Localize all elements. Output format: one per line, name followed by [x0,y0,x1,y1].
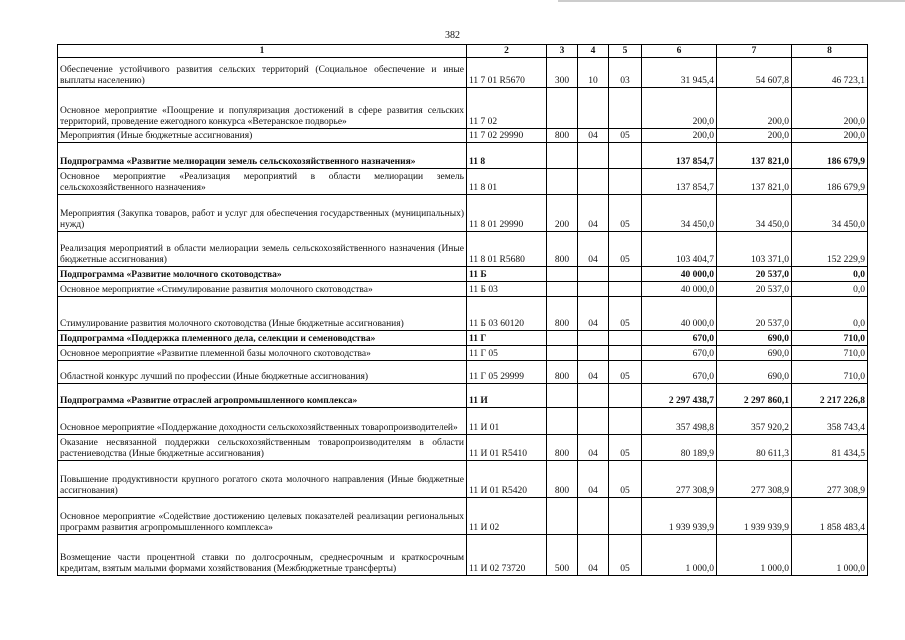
row-amount-col8: 1 000,0 [792,535,868,576]
row-amount-col7: 20 537,0 [717,297,792,331]
row-description: Основное мероприятие «Содействие достижению целевых показателей реализации региональных программ развития агропромышленного комплекса» [58,498,467,535]
row-amount-col6: 1 939 939,9 [642,498,717,535]
row-subsection [609,143,642,169]
row-code: 11 И 02 [467,498,547,535]
row-subsection [609,267,642,282]
row-code: 11 Б 03 60120 [467,297,547,331]
row-description: Подпрограмма «Развитие молочного скотоводства» [58,267,467,282]
row-subsection: 05 [609,195,642,232]
col-header: 1 [58,45,467,58]
row-amount-col7: 137 821,0 [717,169,792,195]
row-amount-col8: 277 308,9 [792,461,868,498]
row-expense-type [547,331,578,346]
row-amount-col8: 81 434,5 [792,435,868,461]
row-subsection: 05 [609,232,642,267]
table-row [58,498,868,535]
row-code: 11 И 01 R5420 [467,461,547,498]
row-section [578,143,609,169]
row-amount-col6: 40 000,0 [642,282,717,297]
page-number: 382 [445,30,460,41]
row-code: 11 7 02 [467,88,547,129]
table-row [58,361,868,384]
row-description: Оказание несвязанной поддержки сельскохозяйственным товаропроизводителям в области растениеводства (Иные бюджетные ассигнования) [58,435,467,461]
row-subsection: 05 [609,435,642,461]
row-amount-col8: 34 450,0 [792,195,868,232]
row-amount-col6: 670,0 [642,361,717,384]
row-amount-col6: 357 498,8 [642,408,717,435]
top-edge-line [558,0,905,2]
row-amount-col8: 186 679,9 [792,143,868,169]
row-expense-type: 800 [547,129,578,143]
row-amount-col6: 31 945,4 [642,58,717,88]
table-row [58,408,868,435]
row-section: 04 [578,297,609,331]
row-expense-type [547,169,578,195]
row-amount-col7: 690,0 [717,346,792,361]
row-description: Повышение продуктивности крупного рогатого скота молочного направления (Иные бюджетные ассигнования) [58,461,467,498]
row-expense-type [547,408,578,435]
row-expense-type [547,384,578,408]
row-subsection: 05 [609,461,642,498]
row-section [578,88,609,129]
row-description: Областной конкурс лучший по профессии (Иные бюджетные ассигнования) [58,361,467,384]
row-amount-col7: 1 000,0 [717,535,792,576]
row-section: 04 [578,129,609,143]
row-code: 11 7 02 29990 [467,129,547,143]
row-subsection: 05 [609,129,642,143]
row-amount-col8: 358 743,4 [792,408,868,435]
row-code: 11 И [467,384,547,408]
row-code: 11 Г 05 [467,346,547,361]
row-subsection: 05 [609,361,642,384]
row-description: Мероприятия (Иные бюджетные ассигнования) [58,129,467,143]
row-amount-col7: 690,0 [717,361,792,384]
row-expense-type [547,143,578,169]
row-subsection [609,169,642,195]
row-amount-col8: 200,0 [792,129,868,143]
row-section: 04 [578,232,609,267]
row-amount-col6: 34 450,0 [642,195,717,232]
header-row [58,45,868,58]
row-amount-col6: 200,0 [642,88,717,129]
row-amount-col6: 137 854,7 [642,169,717,195]
row-amount-col7: 200,0 [717,129,792,143]
row-code: 11 И 02 73720 [467,535,547,576]
row-description: Подпрограмма «Развитие отраслей агропромышленного комплекса» [58,384,467,408]
row-description: Реализация мероприятий в области мелиорации земель сельскохозяйственного назначения (Иные бюджетные ассигнования) [58,232,467,267]
row-code: 11 8 [467,143,547,169]
table-row [58,461,868,498]
table-row [58,58,868,88]
row-expense-type: 800 [547,461,578,498]
row-description: Подпрограмма «Поддержка племенного дела, селекции и семеноводства» [58,331,467,346]
table-row [58,195,868,232]
table-row [58,129,868,143]
row-subsection [609,282,642,297]
row-description: Основное мероприятие «Поддержание доходности сельскохозяйственных товаропроизводителей» [58,408,467,435]
row-amount-col8: 710,0 [792,361,868,384]
row-amount-col6: 200,0 [642,129,717,143]
row-code: 11 Г 05 29999 [467,361,547,384]
col-header: 2 [467,45,547,58]
row-subsection: 05 [609,297,642,331]
col-header: 7 [717,45,792,58]
row-amount-col6: 80 189,9 [642,435,717,461]
row-amount-col7: 357 920,2 [717,408,792,435]
row-amount-col8: 0,0 [792,267,868,282]
row-section [578,346,609,361]
row-description: Возмещение части процентной ставки по долгосрочным, среднесрочным и краткосрочным кредитам, взятым малыми формами хозяйствования (Межбюджетные трансферты) [58,535,467,576]
row-expense-type: 800 [547,435,578,461]
row-section: 04 [578,361,609,384]
row-code: 11 8 01 R5680 [467,232,547,267]
row-expense-type [547,282,578,297]
table-row [58,232,868,267]
row-section: 04 [578,535,609,576]
row-code: 11 Г [467,331,547,346]
row-section [578,267,609,282]
row-amount-col7: 103 371,0 [717,232,792,267]
row-section: 04 [578,435,609,461]
row-code: 11 7 01 R5670 [467,58,547,88]
row-section [578,331,609,346]
row-amount-col8: 710,0 [792,331,868,346]
row-amount-col7: 690,0 [717,331,792,346]
row-description: Мероприятия (Закупка товаров, работ и услуг для обеспечения государственных (муниципальных) нужд) [58,195,467,232]
col-header: 4 [578,45,609,58]
col-header: 8 [792,45,868,58]
row-amount-col8: 186 679,9 [792,169,868,195]
row-amount-col8: 0,0 [792,297,868,331]
row-amount-col6: 277 308,9 [642,461,717,498]
row-amount-col6: 103 404,7 [642,232,717,267]
row-amount-col7: 137 821,0 [717,143,792,169]
row-subsection [609,88,642,129]
row-amount-col8: 1 858 483,4 [792,498,868,535]
table-row [58,331,868,346]
row-amount-col6: 40 000,0 [642,267,717,282]
row-amount-col6: 137 854,7 [642,143,717,169]
row-code: 11 8 01 29990 [467,195,547,232]
row-amount-col8: 46 723,1 [792,58,868,88]
row-code: 11 Б 03 [467,282,547,297]
row-code: 11 8 01 [467,169,547,195]
table-row [58,282,868,297]
row-description: Подпрограмма «Развитие мелиорации земель сельскохозяйственного назначения» [58,143,467,169]
row-subsection: 03 [609,58,642,88]
row-amount-col8: 0,0 [792,282,868,297]
row-section: 10 [578,58,609,88]
row-subsection: 05 [609,535,642,576]
table-row [58,535,868,576]
row-expense-type [547,498,578,535]
row-description: Основное мероприятие «Стимулирование развития молочного скотоводства» [58,282,467,297]
row-amount-col6: 670,0 [642,331,717,346]
row-section [578,408,609,435]
row-expense-type: 800 [547,361,578,384]
table-row [58,384,868,408]
row-amount-col8: 152 229,9 [792,232,868,267]
row-section: 04 [578,461,609,498]
row-expense-type [547,346,578,361]
row-description: Основное мероприятие «Поощрение и популяризация достижений в сфере развития сельских территорий, проведение ежегодного конкурса «Ветеранское подворье» [58,88,467,129]
col-header: 6 [642,45,717,58]
row-code: 11 Б [467,267,547,282]
row-description: Обеспечение устойчивого развития сельских территорий (Социальное обеспечение и иные выплаты населению) [58,58,467,88]
row-amount-col7: 277 308,9 [717,461,792,498]
col-header: 3 [547,45,578,58]
table-row [58,88,868,129]
row-amount-col8: 2 217 226,8 [792,384,868,408]
row-code: 11 И 01 [467,408,547,435]
row-description: Стимулирование развития молочного скотоводства (Иные бюджетные ассигнования) [58,297,467,331]
row-amount-col6: 1 000,0 [642,535,717,576]
row-amount-col8: 200,0 [792,88,868,129]
row-section [578,282,609,297]
table-row [58,169,868,195]
row-subsection [609,408,642,435]
budget-table [57,44,868,576]
row-expense-type: 800 [547,232,578,267]
row-amount-col7: 2 297 860,1 [717,384,792,408]
table-row [58,267,868,282]
row-amount-col6: 2 297 438,7 [642,384,717,408]
row-section: 04 [578,195,609,232]
row-section [578,498,609,535]
col-header: 5 [609,45,642,58]
table-row [58,297,868,331]
row-amount-col7: 20 537,0 [717,282,792,297]
row-subsection [609,498,642,535]
row-expense-type: 200 [547,195,578,232]
table-row [58,435,868,461]
row-amount-col7: 80 611,3 [717,435,792,461]
row-amount-col7: 200,0 [717,88,792,129]
row-description: Основное мероприятие «Реализация мероприятий в области мелиорации земель сельскохозяйственного назначения» [58,169,467,195]
table-row [58,143,868,169]
row-section [578,384,609,408]
row-expense-type [547,267,578,282]
row-expense-type: 800 [547,297,578,331]
row-expense-type: 300 [547,58,578,88]
row-amount-col7: 1 939 939,9 [717,498,792,535]
row-expense-type: 500 [547,535,578,576]
row-subsection [609,346,642,361]
row-description: Основное мероприятие «Развитие племенной базы молочного скотоводства» [58,346,467,361]
row-amount-col6: 670,0 [642,346,717,361]
table-row [58,346,868,361]
row-amount-col6: 40 000,0 [642,297,717,331]
row-amount-col7: 34 450,0 [717,195,792,232]
row-expense-type [547,88,578,129]
row-subsection [609,331,642,346]
row-code: 11 И 01 R5410 [467,435,547,461]
row-section [578,169,609,195]
row-subsection [609,384,642,408]
row-amount-col7: 20 537,0 [717,267,792,282]
row-amount-col7: 54 607,8 [717,58,792,88]
row-amount-col8: 710,0 [792,346,868,361]
